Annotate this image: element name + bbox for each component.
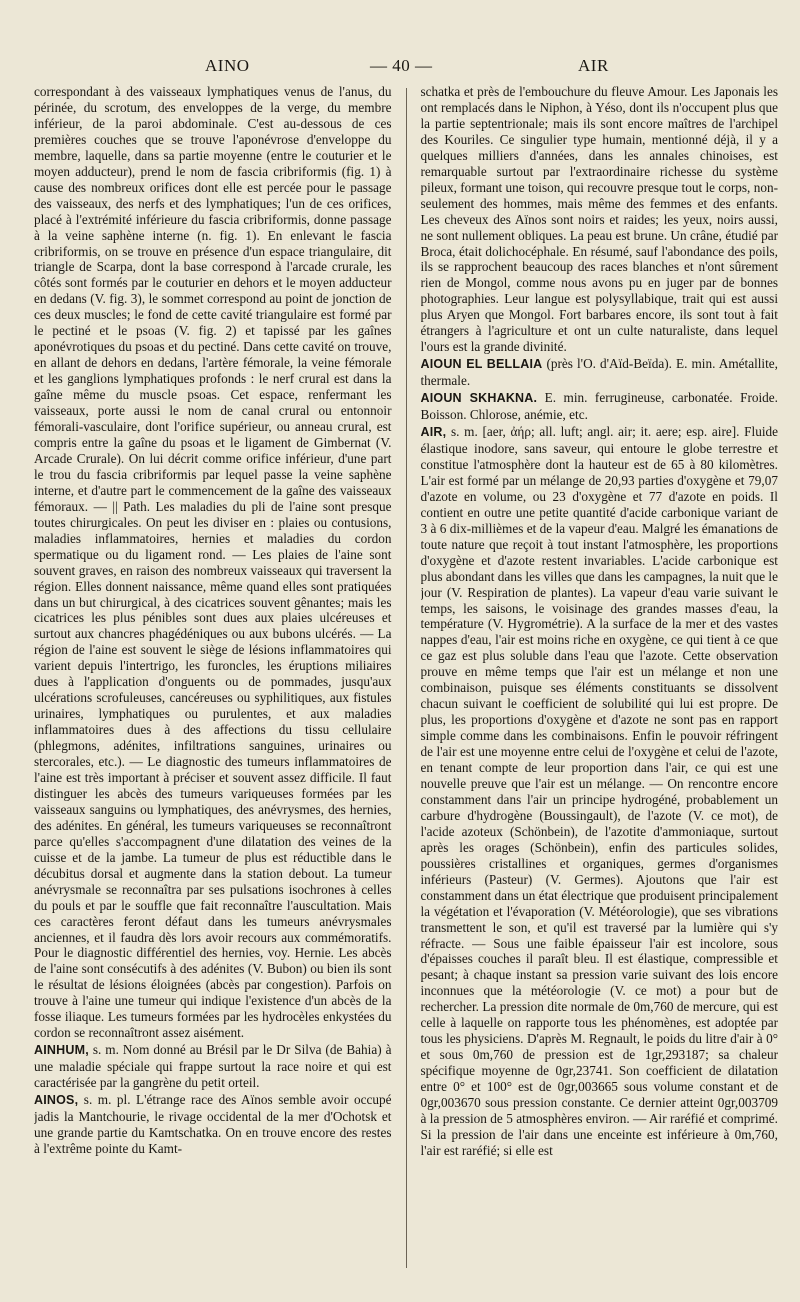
- entry-text-air: s. m. [aer, ἀήρ; all. luft; angl. air; it. aere; esp. aire]. Fluide élastique inodore, sans saveur, qui entoure le globe terrestre et constitue l'atmosphère dont la hauteur est de 65 à 80 kilomètres. L'air est formé par un mélange de 20,93 parties d'oxygène et 79,07 d'azote en volume, ou 23 d'oxygène et 77 d'azote en poids. Il contient en outre une petite quantité d'acide carbonique variant de 3 à 6 dix-millièmes et de la vapeur d'eau. Malgré les émanations de toute nature que reçoit à tout instant l'atmosphère, les proportions d'oxygène et d'azote restent invariables. L'acide carbonique est plus abondant dans les villes que dans les campagnes, la nuit que le jour (V. Respiration de plantes). La vapeur d'eau varie suivant le temps, les saisons, le voisinage des grandes masses d'eau, la température (V. Hygrométrie). A la surface de la mer et des vastes nappes d'eau, l'air est moins riche en oxygène, ce qui tient à ce que ce gaz est plus soluble dans l'eau que l'azote. Cette observation prouve en même temps que l'air est un mélange et non une combinaison, puisque ses éléments constituants se dissolvent chacun suivant le coefficient de solubilité qui lui est propre. De plus, les proportions d'oxygène et d'azote ne sont pas en rapport simple comme dans les combinaisons. Enfin le pouvoir réfringent de l'air est une moyenne entre celui de l'oxygène et celui de l'azote, en tenant compte de leur proportion dans l'air, ce qui est une nouvelle preuve que l'air est un mélange. — On rencontre encore constamment dans l'air un principe hydrogéné, probablement un carbure d'hydrogène (Boussingault), de l'azote (V. ce mot), de l'acide azoteux (Schönbein), de l'azotite d'ammoniaque, surtout après les orages (Schönbein), enfin des particules solides, poussières cristallines et organiques, germes d'organismes inférieurs (Pasteur) (V. Germes). Ajoutons que l'air est constamment dans un état électrique que produisent principalement la végétation et l'évaporation (V. Météorologie), que ses vibrations transmettent le son, et qu'il est traversé par la lumière qui s'y réfracte. — Sous une faible épaisseur l'air est incolore, sous d'épaisses couches il paraît bleu. Il est élastique, compressible et pesant; à chaque instant sa pression varie suivant des lois encore inconnues que la météorologie (V. ce mot) a pour but de rechercher. La pression dite normale de 0m,760 de mercure, qui est celle à laquelle on rapporte tous les phénomènes, est adoptée par tous les physiciens. D'après M. Regnault, le poids du litre d'air à 0° et sous 0m,760 de pression est de 1gr,293187; sa chaleur spécifique moyenne de 0gr,23741. Son coefficient de dilatation entre 0° et 100° est de 0gr,003665 sous volume constant et de 0gr,003670 sous pression constante. Ce dernier atteint 0gr,003709 à la pression de 5 atmosphères environ. — Air raréfié et comprimé. Si la pression de l'air dans une enceinte est inférieure à 0m,760, l'air est raréfié; si elle est: [420, 424, 778, 1158]
- entry-text-aioun-skhakna: E. min. ferrugineuse, carbonatée. Froide. Boisson. Chlorose, anémie, etc.: [420, 390, 778, 423]
- text-columns: [34, 84, 778, 1272]
- aine-article-continuation: correspondant à des vaisseaux lymphatiques venus de l'anus, du périnée, du scrotum, des enveloppes de la verge, du membre inférieur, de la paroi abdominale. C'est au-dessous de ces premières couches que se trouve l'aponévrose d'enveloppe du membre, laquelle, dans sa partie moyenne (entre le couturier et le moyen adducteur), prend le nom de fascia cribriformis (fig. 1) à cause des nombreux orifices dont elle est percée pour le passage des vaisseaux, des nerfs et des lymphatiques; l'un de ces orifices, placé à l'extrémité inférieure du fascia cribriformis, donne passage à la veine saphène interne (n. fig. 1). En enlevant le fascia cribriformis, on se trouve en présence d'un espace triangulaire, dit triangle de Scarpa, dont la base correspond à l'arcade crurale, les côtés sont formés par le couturier en dehors et le moyen adducteur en dedans (V. fig. 3), le sommet correspond au point de jonction de ces deux muscles; le fond de cette cavité triangulaire est formé par le pectiné et le psoas (V. fig. 2) et tapissé par les gaînes aponévrotiques du psoas et du pectiné. Dans cette cavité on trouve, en allant de dehors en dedans, l'artère fémorale, la veine fémorale et les ganglions lymphatiques profonds : le nerf crural est dans la gaîne même du muscle psoas. Cet espace, renfermant les vaisseaux, porte aussi le nom de canal crural ou entonnoir fémorali-vasculaire, dont l'orifice supérieur, ou anneau crural, est compris entre la gaîne du psoas et le ligament de Gimbernat (V. Arcade Crurale). On lui décrit comme orifice inférieur, d'une part le trou du fascia cribriformis par lequel passe la veine saphène interne, et d'autre part le commencement de la gaîne des vaisseaux fémoraux. — || Path. Les maladies du pli de l'aine sont presque toutes chirurgicales. On peut les diviser en : plaies ou contusions, maladies inflammatoires, hernies et maladies du cordon spermatique ou du ligament rond. — Les plaies de l'aine sont souvent graves, en raison des nombreux vaisseaux qui traversent la région. Elles donnent naissance, même quand elles sont pratiquées dans un but chirurgical, à des cicatrices souvent gênantes; mais les cicatrices les plus pénibles sont dues aux plaies ulcéreuses et surtout aux chancres phagédéniques ou aux bubons ulcérés. — La région de l'aine est souvent le siège de lésions inflammatoires qui varient depuis l'intertrigo, les furoncles, les éruptions miliaires dues à l'application d'onguents ou de pommades, jusqu'aux ulcérations scrofuleuses, cancéreuses ou syphilitiques, aux fistules urinaires, lymphatiques ou purulentes, et aux maladies inflammatoires dues à des affections du tissu cellulaire (phlegmons, adénites, infiltrations sanguines, urinaires ou stercorales, etc.). — Le diagnostic des tumeurs inflammatoires de l'aine est très important à préciser et souvent assez difficile. Il faut distinguer les abcès des tumeurs variqueuses formées par les vaisseaux sanguins ou lymphatiques, des anévrysmes, des hernies, des adénites. En général, les tumeurs variqueuses se reconnaîtront parce qu'elles s'accompagnent d'une dilatation des veines de la cuisse et de la jambe. La tumeur de plus est réductible dans le décubitus dorsal et augmente dans la station debout. La tumeur anévrysmale se reconnaîtra par ses pulsations isochrones à celles du pouls et par le souffle que fait reconnaître l'auscultation. Mais ces caractères feront défaut dans les tumeurs anévrysmales anciennes, et il faudra dès lors avoir recours aux commémoratifs. Pour le diagnostic différentiel des hernies, voy. Hernie. Les abcès de l'aine sont consécutifs à des adénites (V. Bubon) ou bien ils sont le résultat de lésions éloignées (abcès par congestion). Parfois on trouve à l'aine une tumeur qui indique l'existence d'un abcès de la fosse iliaque. Les tumeurs formées par les hydrocèles enkystées du cordon se reconnaîtront assez aisément.: [34, 84, 392, 1041]
- left-column: [34, 84, 392, 1272]
- right-column: [421, 84, 779, 1272]
- header-left-keyword: AINO: [205, 56, 250, 75]
- ainos-article-continuation: schatka et près de l'embouchure du fleuve Amour. Les Japonais les ont remplacés dans le Niphon, à Yéso, dont ils n'occupent plus que la partie septentrionale; mais ils sont encore maîtres de l'archipel des Kouriles. Ce singulier type humain, mentionné déjà, il y a quelques milliers d'années, dans les annales chinoises, est remarquable surtout par l'extraordinaire richesse du système pileux, formant une toison, qui recouvre presque tout le corps, non-seulement des hommes, mais même des femmes et des enfants. Les cheveux des Aïnos sont noirs et raides; les yeux, noirs aussi, ne sont nullement obliques. La peau est brune. Un crâne, étudié par Broca, était dolichocéphale. En résumé, sauf l'abondance des poils, ils se rapprochent beaucoup des races blanches et n'ont sûrement rien de Mongol, comme nous avons pu en juger par de bonnes photographies. Leur langue est polysyllabique, trait qui est aussi plus Aryen que Mongol. Fort barbares encore, ils sont tout à fait étrangers à l'agriculture et ont un culte naturaliste, dans lequel l'ours est la grande divinité.: [420, 84, 778, 355]
- entry-aioun-skhakna: [421, 390, 779, 423]
- entry-air: [421, 424, 779, 1159]
- entry-head-ainhum: AINHUM,: [34, 1043, 89, 1058]
- entry-head-ainos: AINOS,: [34, 1093, 79, 1108]
- page-number: — 40 —: [370, 56, 433, 75]
- entry-text-aioun-el-bellaia: (près l'O. d'Aïd-Beïda). E. min. Amétallite, thermale.: [420, 356, 778, 389]
- running-head: [0, 56, 800, 80]
- entry-text-ainhum: s. m. Nom donné au Brésil par le Dr Silva (de Bahia) à une maladie spéciale qui frappe surtout la race noire et qui est caractérisée par la gangrène du petit orteil.: [34, 1042, 392, 1091]
- column-divider: [406, 88, 407, 1268]
- entry-aioun-el-bellaia: [421, 356, 779, 389]
- header-right-keyword: AIR: [578, 56, 609, 75]
- entry-head-aioun-skhakna: AIOUN SKHAKNA.: [420, 391, 538, 406]
- entry-text-ainos: s. m. pl. L'étrange race des Aïnos semble avoir occupé jadis la Mantchourie, le rivage occidental de la mer d'Ochotsk et une grande partie du Kamtschatka. On en trouve encore des restes à l'extrême pointe du Kamt-: [34, 1092, 392, 1156]
- entry-head-aioun-el-bellaia: AIOUN EL BELLAIA: [420, 357, 543, 372]
- entry-head-air: AIR,: [420, 425, 447, 440]
- entry-ainhum: [34, 1042, 392, 1091]
- entry-ainos: [34, 1092, 392, 1157]
